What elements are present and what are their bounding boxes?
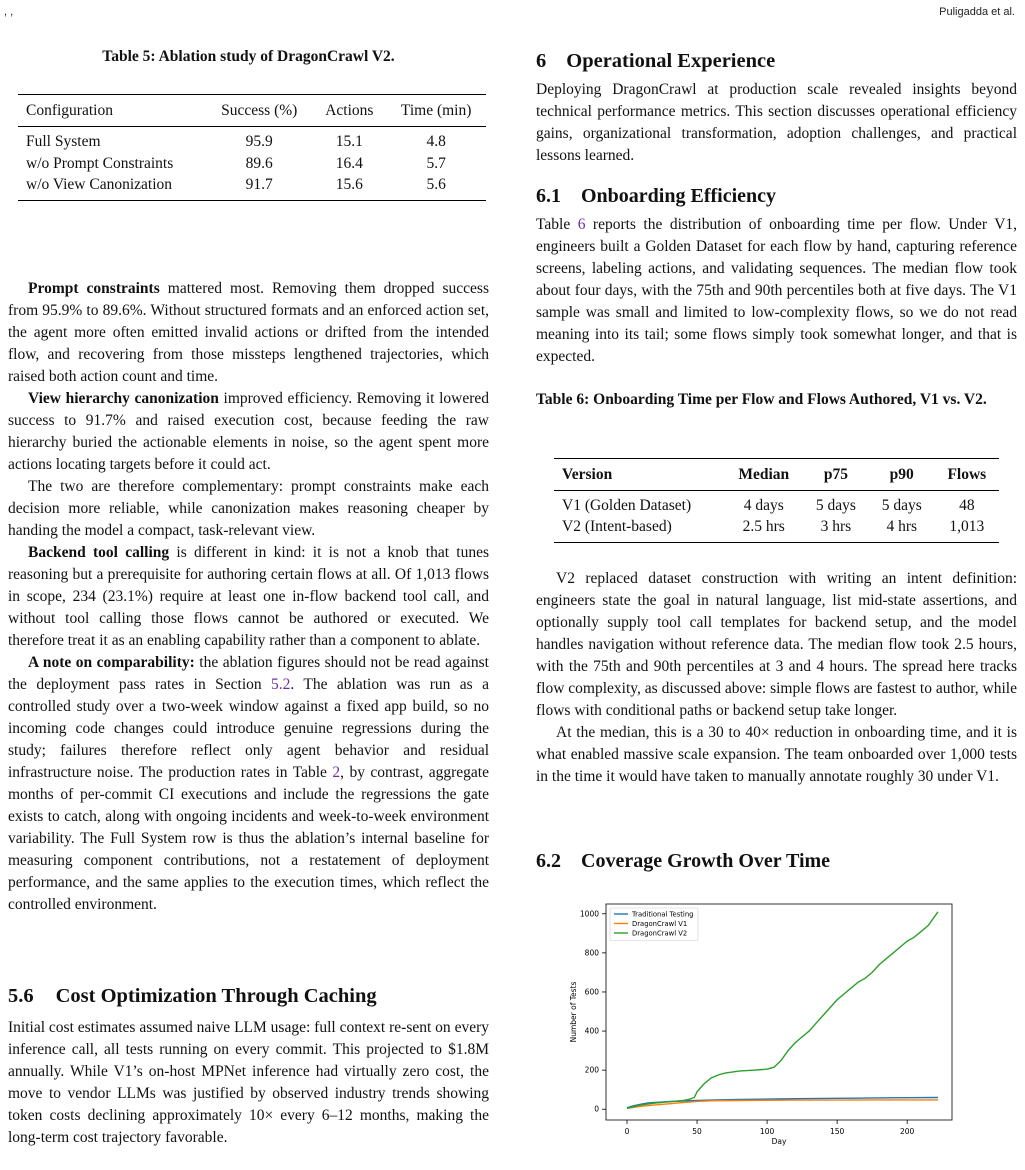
y-tick-label: 400 <box>584 1026 599 1036</box>
table6-cell: V1 (Golden Dataset) <box>562 496 692 514</box>
table5-header: Actions <box>325 101 374 119</box>
text: the ablation figures should not be read against the deployment pass rates in Section <box>8 654 489 693</box>
y-tick-label: 0 <box>594 1104 599 1114</box>
table-link[interactable]: 2 <box>332 764 341 781</box>
text: is different in kind: it is not a knob that tunes reasoning but a prerequisite for authoring certain flows at all. Of 1,013 flows in scope, 234 (23.1%) require at least one in-flow backend tool call, and without tool calling those flows cannot be authored or executed. We therefore treat it as an enabling capability rather than a component to ablate. <box>8 544 489 649</box>
x-tick-label: 150 <box>829 1127 845 1136</box>
paragraph: V2 replaced dataset construction with writing an intent definition: engineers state the goal in natural language, list mid-state assertions, and optionally supply tool call templates for backend setup, and the model handles navigation without reference data. The median flow took 2.5 hours, with the 75th and 90th percentiles at 3 and 4 hours. The spread here tracks flow complexity, as discussed above: simple flows are fastest to author, while flows with conditional paths or backend setup take longer. <box>536 570 1017 719</box>
table5-cell: 89.6 <box>245 154 273 172</box>
text: improved efficiency. Removing it lowered success to 91.7% and raised execution cost, because feeding the raw hierarchy buried the actionable elements in noise, so the agent spent more actions locating targets before it could act. <box>8 390 490 473</box>
table5-cell: w/o View Canonization <box>26 176 173 194</box>
paragraph <box>8 388 489 476</box>
y-tick-label: 1000 <box>579 909 599 919</box>
table5-header: Time (min) <box>400 101 472 119</box>
section-number: 6 <box>536 50 547 72</box>
table6-header: Median <box>738 465 790 483</box>
table5-cell: Full System <box>26 132 101 150</box>
section-title: Onboarding Efficiency <box>581 185 777 207</box>
paragraph: At the median, this is a 30 to 40× reduction in onboarding time, and it is what enabled massive scale expansion. The team onboarded over 1,000 tests in the time it would have taken to manually annotate roughly 30 under V1. <box>536 724 1017 785</box>
table-link[interactable]: 6 <box>577 216 586 233</box>
paragraph: Initial cost estimates assumed naive LLM usage: full context re-sent on every inference call, all tests running on every commit. This projected to $1.8M annually. While V1’s on-host MPNet inference had virtually zero cost, the move to vendor LLMs was justified by observed industry trends showing token costs declining approximately 10× every 6–12 months, making the long-term cost trajectory favorable. <box>8 1019 489 1146</box>
paragraph: The two are therefore complementary: prompt constraints make each decision more reliable, while canonization makes reasoning cheaper by handing the model a compact, task-relevant view. <box>8 478 489 539</box>
section-number: 5.6 <box>8 985 34 1007</box>
table5 <box>18 94 486 201</box>
text: mattered most. Removing them dropped success from 95.9% to 89.6%. Without structured formats and an enforced action set, the agent more often emitted invalid actions or drifted from the intended flow, and recovering from those missteps lengthened trajectories, which raised both action count and time. <box>8 280 489 385</box>
legend-label: DragonCrawl V2 <box>632 929 688 938</box>
run-in-heading: Backend tool calling <box>28 544 170 561</box>
table6-cell: 5 days <box>881 496 922 514</box>
table5-header: Configuration <box>26 101 113 119</box>
table6-cell: 1,013 <box>949 518 985 536</box>
table-row <box>554 517 999 543</box>
x-tick-label: 200 <box>900 1127 915 1136</box>
paragraph: Deploying DragonCrawl at production scale revealed insights beyond technical performance metrics. This section discusses operational efficiency gains, organizational transformation, adoption challenges, and practical lessons learned. <box>536 81 1017 164</box>
section-link[interactable]: 5.2 <box>271 676 291 693</box>
text: . The ablation was run as a controlled study over a two-week window against a fixed app build, so no incoming code changes could introduce genuine regressions during the study; failures therefore reflect only agent behavior and residual infrastructure noise. The production rates in Table <box>8 676 489 781</box>
paragraph <box>536 214 1017 368</box>
x-tick-label: 100 <box>759 1127 775 1136</box>
left-body <box>8 278 489 916</box>
table5-cell: 15.6 <box>335 176 363 194</box>
section-title: Cost Optimization Through Caching <box>55 985 377 1007</box>
legend-label: DragonCrawl V1 <box>632 920 688 928</box>
table6-cell: 3 hrs <box>820 518 852 536</box>
table6-cell: 5 days <box>815 496 856 514</box>
table-row <box>554 491 999 517</box>
section-heading-5-6 <box>8 985 489 1008</box>
paragraph <box>8 652 489 916</box>
x-tick-label: 50 <box>692 1127 702 1136</box>
y-tick-label: 800 <box>584 948 599 958</box>
x-axis-label: Day <box>771 1137 787 1146</box>
table5-cell: 15.1 <box>335 132 363 150</box>
y-tick-label: 600 <box>584 987 599 997</box>
table5-cell: 16.4 <box>335 154 363 172</box>
section-number: 6.2 <box>536 850 561 872</box>
run-in-heading: Prompt constraints <box>28 280 160 297</box>
text: reports the distribution of onboarding time per flow. Under V1, engineers built a Golden Dataset for each flow by hand, capturing reference screens, labeling actions, and validating sequences. The median flow took about four days, with the 75th and 90th percentiles both at five days. The V1 sample was small and limited to low-complexity flows, so we do not read meaning into its tail; some flows simply took somewhat longer, and that is expected. <box>536 216 1018 365</box>
run-in-heading: A note on comparability: <box>28 654 195 671</box>
section-heading-6 <box>536 50 1017 73</box>
table-row <box>18 175 486 201</box>
table-row <box>18 153 486 175</box>
coverage-growth-chart <box>560 898 960 1146</box>
text: Table <box>536 216 578 233</box>
table6-header: Flows <box>947 465 987 483</box>
right-body <box>536 568 1017 788</box>
table5-header: Success (%) <box>221 101 298 119</box>
table6 <box>554 458 999 543</box>
y-tick-label: 200 <box>584 1065 599 1075</box>
running-header-left: , , <box>4 6 14 18</box>
legend-label: Traditional Testing <box>632 910 694 919</box>
table6-header: p90 <box>889 465 914 483</box>
paragraph <box>8 278 489 388</box>
table6-caption: Table 6: Onboarding Time per Flow and Flows Authored, V1 vs. V2. <box>536 391 987 408</box>
section-heading-6-1 <box>536 185 1017 208</box>
table6-cell: 4 hrs <box>886 518 918 536</box>
table5-cell: 5.7 <box>426 154 446 172</box>
table6-cell: 2.5 hrs <box>742 518 785 536</box>
table-row <box>18 127 486 153</box>
y-axis-label: Number of Tests <box>569 981 578 1043</box>
paragraph <box>8 542 489 652</box>
section-title: Operational Experience <box>566 50 776 72</box>
section-heading-6-2 <box>536 850 1017 873</box>
running-header-author: Puligadda et al. <box>939 6 1015 18</box>
table5-cell: 91.7 <box>245 176 273 194</box>
table6-cell: V2 (Intent-based) <box>562 518 672 536</box>
table6-header: Version <box>562 465 613 483</box>
table5-cell: w/o Prompt Constraints <box>26 154 174 172</box>
section-title: Coverage Growth Over Time <box>581 850 831 872</box>
table5-caption: Table 5: Ablation study of DragonCrawl V2. <box>102 48 395 65</box>
table6-cell: 4 days <box>743 496 784 514</box>
section-number: 6.1 <box>536 185 561 207</box>
table5-cell: 4.8 <box>426 132 446 150</box>
text: , by contrast, aggregate months of per-commit CI executions and include the regressions the gate exists to catch, along with ongoing incidents and week-to-week environment variability. The Full System row is thus the ablation’s internal baseline for measuring component contributions, not a restatement of deployment performance, and the same applies to the execution times, which reflect the controlled environment. <box>8 764 489 913</box>
table5-cell: 5.6 <box>426 176 446 194</box>
x-tick-label: 0 <box>624 1127 630 1136</box>
table6-cell: 48 <box>959 496 975 514</box>
run-in-heading: View hierarchy canonization <box>28 390 219 407</box>
table6-header: p75 <box>823 465 848 483</box>
table5-cell: 95.9 <box>245 132 273 150</box>
